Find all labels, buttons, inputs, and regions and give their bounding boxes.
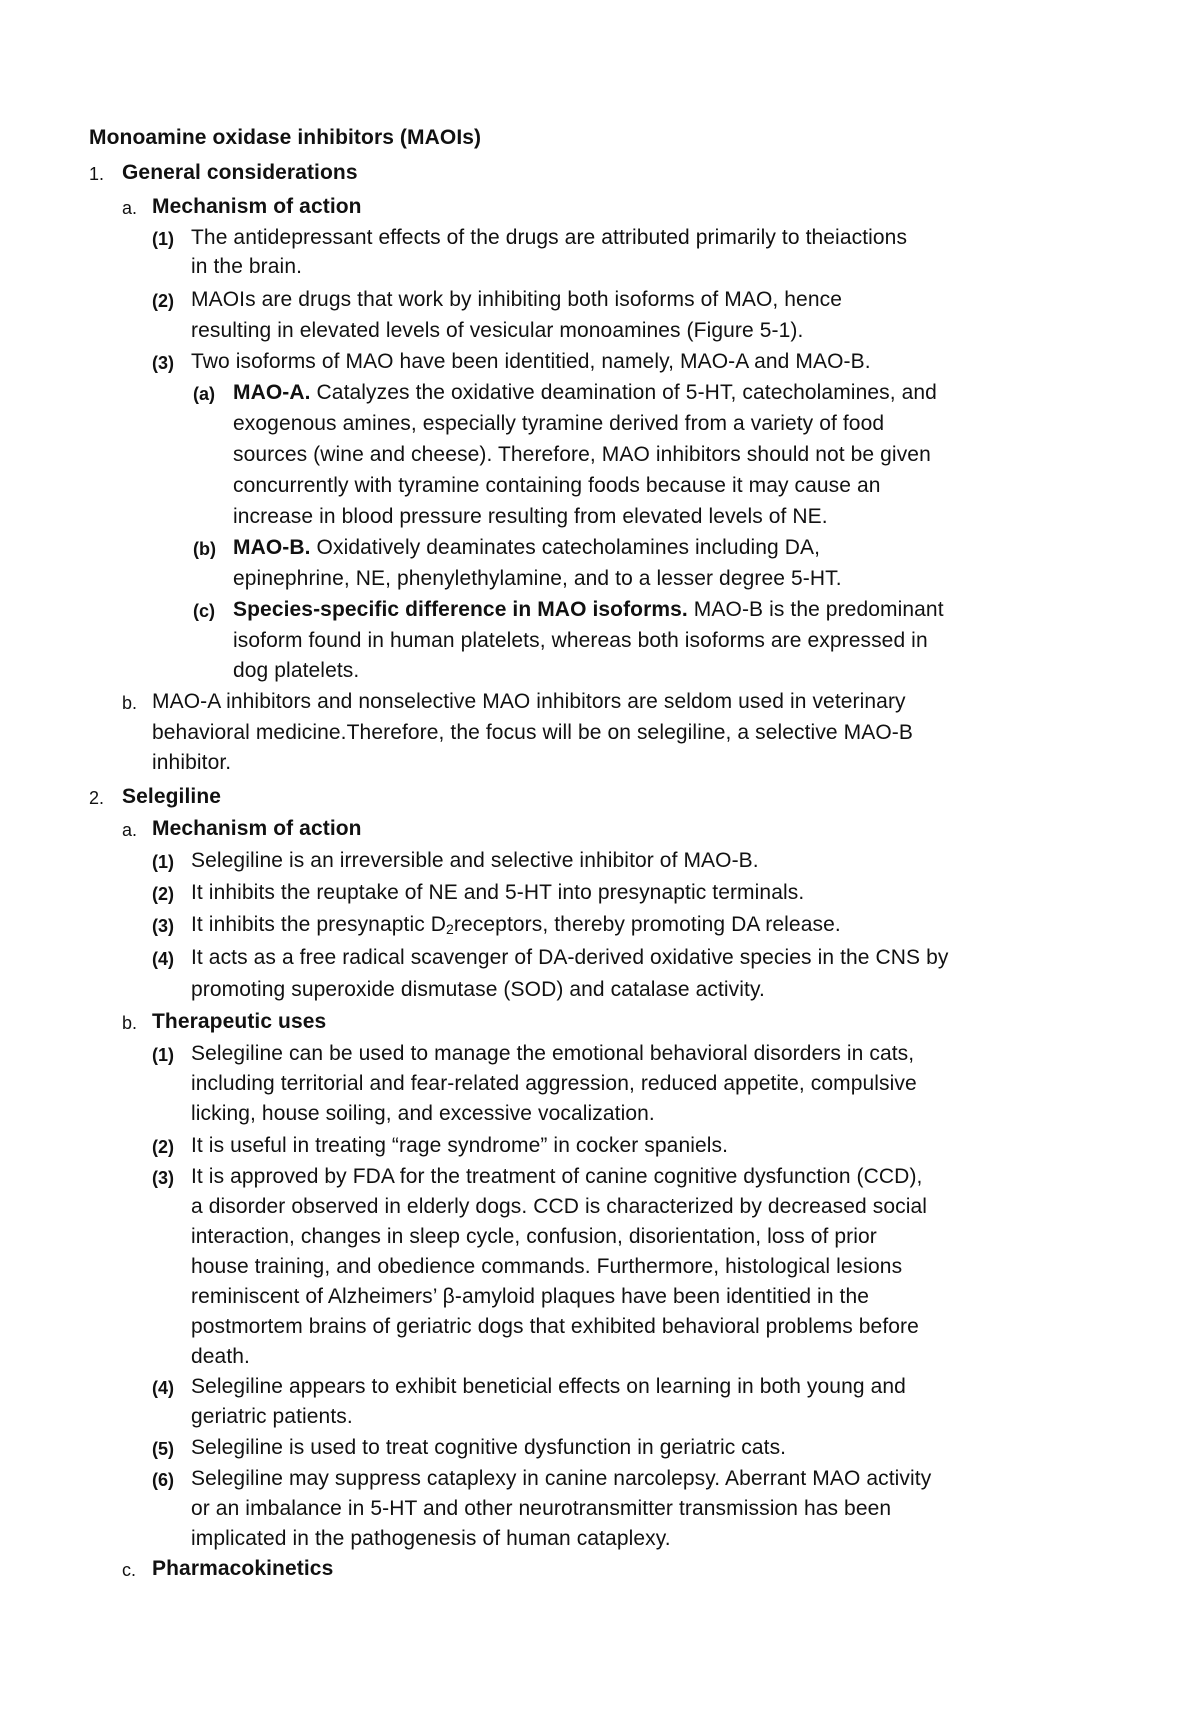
s2b-i6-marker: (6) [152,1470,174,1490]
s2b-i6-line1: Selegiline may suppress cataplexy in canine narcolepsy. Aberrant MAO activity [191,1467,932,1490]
s1a-i3a-line4: concurrently with tyramine containing foods because it may cause an [233,474,881,497]
s1b-marker: b. [122,693,138,713]
s2b-i3-line4: house training, and obedience commands. Furthermore, histological lesions [191,1255,903,1278]
s1a-i2-line2: resulting in elevated levels of vesicular monoamines (Figure 5-1). [191,319,804,342]
s2b-i6-line2: or an imbalance in 5-HT and other neurotransmitter transmission has been [191,1497,892,1520]
s1a-i3c-line1: Species-specific difference in MAO isoforms. MAO-B is the predominant [233,598,944,621]
mao-a-lead: MAO-A. [233,381,311,404]
s1a-i1-line1: The antidepressant effects of the drugs are attributed primarily to theiactions [191,226,908,249]
s2b-i6-line3: implicated in the pathogenesis of human cataplexy. [191,1527,671,1550]
s2b-i3-line2: a disorder observed in elderly dogs. CCD is characterized by decreased social [191,1195,928,1218]
s1a-i3a-line3: sources (wine and cheese). Therefore, MAO inhibitors should not be given [233,443,931,466]
s2b-i2-marker: (2) [152,1137,174,1157]
s2c-heading: Pharmacokinetics [152,1557,334,1580]
s2b-i2-line1: It is useful in treating “rage syndrome” in cocker spaniels. [191,1134,729,1157]
s1a-i3-marker: (3) [152,353,174,373]
s1a-i2-marker: (2) [152,291,174,311]
s2b-i3-line6: postmortem brains of geriatric dogs that exhibited behavioral problems before [191,1315,919,1338]
s2a-i3-line1: It inhibits the presynaptic $D_2receptors$, thereby promoting DA release. [191,913,841,937]
s2a-i4-line2: promoting superoxide dismutase (SOD) and catalase activity. [191,978,765,1001]
s2b-i3-marker: (3) [152,1168,174,1188]
s2b-i5-line1: Selegiline is used to treat cognitive dysfunction in geriatric cats. [191,1436,787,1459]
s1a-i3a-marker: (a) [193,384,215,404]
s2b-i5-marker: (5) [152,1439,174,1459]
s1a-marker: a. [122,198,138,218]
s2b-i1-line3: licking, house soiling, and excessive vocalization. [191,1102,655,1125]
s2a-i2-line1: It inhibits the reuptake of NE and 5-HT into presynaptic terminals. [191,881,805,904]
s1a-i3a-line5: increase in blood pressure resulting from elevated levels of NE. [233,505,828,528]
s1a-i1-line2: in the brain. [191,255,303,278]
document-title: Monoamine oxidase inhibitors (MAOIs) [89,126,482,149]
s2b-i4-line2: geriatric patients. [191,1405,353,1428]
s2b-i1-line1: Selegiline can be used to manage the emotional behavioral disorders in cats, [191,1042,915,1065]
s1b-line1: MAO-A inhibitors and nonselective MAO inhibitors are seldom used in veterinary [152,690,906,713]
s2b-i3-line5: reminiscent of Alzheimers’ β-amyloid plaques have been identitied in the [191,1285,870,1308]
s2a-i1-marker: (1) [152,852,174,872]
section-2-marker: 2. [89,788,105,808]
s2b-marker: b. [122,1013,138,1033]
s2a-i4-marker: (4) [152,949,174,969]
species-lead: Species-specific difference in MAO isoforms. [233,598,688,621]
s2a-heading: Mechanism of action [152,817,362,840]
s2a-i4-line1: It acts as a free radical scavenger of DA-derived oxidative species in the CNS by [191,946,949,969]
s1a-i3a-line2: exogenous amines, especially tyramine derived from a variety of food [233,412,885,435]
s1a-heading: Mechanism of action [152,195,362,218]
s2a-i2-marker: (2) [152,884,174,904]
s1a-i2-line1: MAOIs are drugs that work by inhibiting both isoforms of MAO, hence [191,288,842,311]
s2b-i1-line2: including territorial and fear-related aggression, reduced appetite, compulsive [191,1072,917,1095]
s2b-heading: Therapeutic uses [152,1010,327,1033]
s1a-i3c-marker: (c) [193,601,215,621]
s1a-i3b-line2: epinephrine, NE, phenylethylamine, and to a lesser degree 5-HT. [233,567,842,590]
s2b-i3-line7: death. [191,1345,250,1368]
s2b-i4-marker: (4) [152,1378,174,1398]
s2b-i3-line1: It is approved by FDA for the treatment of canine cognitive dysfunction (CCD), [191,1165,923,1188]
section-2-heading: Selegiline [122,785,222,808]
s1a-i3c-line2: isoform found in human platelets, whereas both isoforms are expressed in [233,629,928,652]
s1a-i3c-line3: dog platelets. [233,659,360,682]
section-1-heading: General considerations [122,161,358,184]
s2b-i4-line1: Selegiline appears to exhibit beneticial effects on learning in both young and [191,1375,906,1398]
s2b-i3-line3: interaction, changes in sleep cycle, confusion, disorientation, loss of prior [191,1225,877,1248]
s1a-i1-marker: (1) [152,229,174,249]
section-1-marker: 1. [89,164,105,184]
s1b-line2: behavioral medicine.Therefore, the focus will be on selegiline, a selective MAO-B [152,721,913,744]
s1a-i3a-line1: MAO-A. Catalyzes the oxidative deamination of 5-HT, catecholamines, and [233,381,937,404]
s1a-i3b-line1: MAO-B. Oxidatively deaminates catecholamines including DA, [233,536,821,559]
s1a-i3b-marker: (b) [193,539,216,559]
s2b-i1-marker: (1) [152,1045,174,1065]
s2a-i3-marker: (3) [152,916,174,936]
s2a-i1-line1: Selegiline is an irreversible and selective inhibitor of MAO-B. [191,849,759,872]
mao-b-lead: MAO-B. [233,536,311,559]
s1b-line3: inhibitor. [152,751,232,774]
s2c-marker: c. [122,1560,137,1580]
s2a-marker: a. [122,820,138,840]
s1a-i3-line1: Two isoforms of MAO have been identitied, namely, MAO-A and MAO-B. [191,350,871,373]
